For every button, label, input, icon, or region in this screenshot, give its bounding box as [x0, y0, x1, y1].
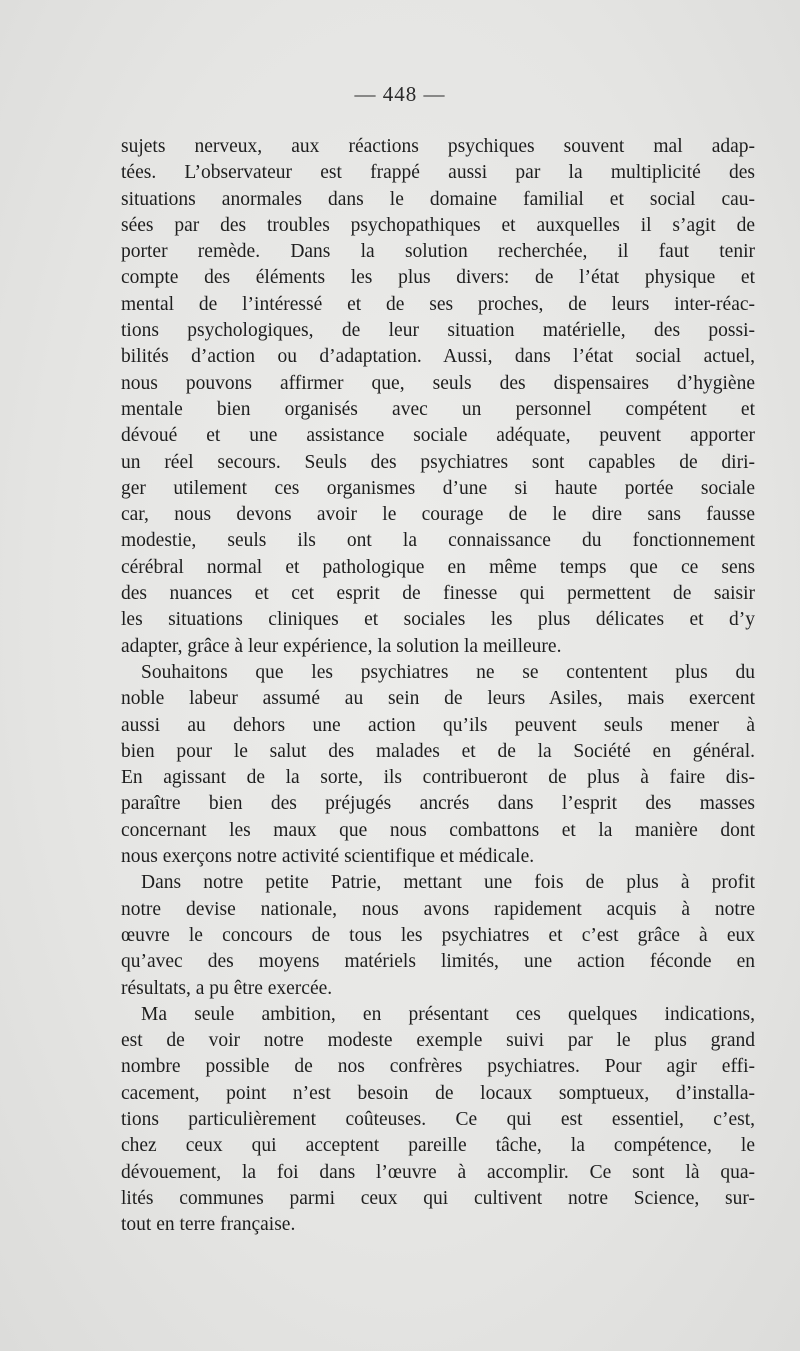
text-line: paraître bien des préjugés ancrés dans l’esprit des masses: [121, 793, 755, 815]
text-line: tées. L’observateur est frappé aussi par la multiplicité des: [121, 162, 755, 184]
text-line: cérébral normal et pathologique en même temps que ce sens: [121, 556, 755, 578]
body-text: [121, 134, 755, 1238]
text-line: aussi au dehors une action qu’ils peuvent seuls mener à: [121, 714, 755, 736]
text-line: est de voir notre modeste exemple suivi par le plus grand: [121, 1030, 755, 1052]
text-line: concernant les maux que nous combattons et la manière dont: [121, 819, 755, 841]
page-number: — 448 —: [354, 82, 446, 106]
text-line: adapter, grâce à leur expérience, la solution la meilleure.: [121, 635, 562, 657]
text-line: bien pour le salut des malades et de la Société en général.: [121, 740, 755, 762]
text-line: un réel secours. Seuls des psychiatres sont capables de diri-: [121, 451, 755, 473]
text-line: car, nous devons avoir le courage de le dire sans fausse: [121, 504, 755, 526]
text-line: Ma seule ambition, en présentant ces quelques indications,: [141, 1003, 755, 1025]
text-line: ger utilement ces organismes d’une si haute portée sociale: [121, 477, 755, 499]
text-line: nous exerçons notre activité scientifique et médicale.: [121, 846, 535, 868]
text-line: qu’avec des moyens matériels limités, une action féconde en: [121, 951, 755, 973]
text-line: œuvre le concours de tous les psychiatres et c’est grâce à eux: [121, 924, 755, 946]
text-line: bilités d’action ou d’adaptation. Aussi, dans l’état social actuel,: [121, 346, 755, 368]
text-line: mental de l’intéressé et de ses proches, de leurs inter-réac-: [121, 293, 755, 315]
text-line: chez ceux qui acceptent pareille tâche, la compétence, le: [121, 1135, 755, 1157]
text-line: tions psychologiques, de leur situation matérielle, des possi-: [121, 320, 755, 342]
text-line: cacement, point n’est besoin de locaux somptueux, d’installa-: [121, 1082, 755, 1104]
text-line: des nuances et cet esprit de finesse qui permettent de saisir: [121, 583, 755, 605]
text-line: lités communes parmi ceux qui cultivent notre Science, sur-: [121, 1187, 755, 1209]
text-line: notre devise nationale, nous avons rapidement acquis à notre: [121, 898, 755, 920]
text-line: En agissant de la sorte, ils contribueront de plus à faire dis-: [121, 767, 755, 789]
text-line: sées par des troubles psychopathiques et auxquelles il s’agit de: [121, 214, 755, 236]
text-line: dévoué et une assistance sociale adéquate, peuvent apporter: [121, 425, 755, 447]
text-line: sujets nerveux, aux réactions psychiques souvent mal adap-: [121, 136, 755, 157]
text-line: nous pouvons affirmer que, seuls des dispensaires d’hygiène: [121, 372, 755, 394]
text-line: dévouement, la foi dans l’œuvre à accomplir. Ce sont là qua-: [121, 1161, 755, 1183]
text-line: Souhaitons que les psychiatres ne se contentent plus du: [141, 661, 755, 683]
text-line: nombre possible de nos confrères psychiatres. Pour agir effi-: [121, 1056, 755, 1078]
text-line: les situations cliniques et sociales les plus délicates et d’y: [121, 609, 755, 631]
text-line: tout en terre française.: [121, 1214, 296, 1236]
text-line: tions particulièrement coûteuses. Ce qui est essentiel, c’est,: [121, 1108, 755, 1130]
text-line: noble labeur assumé au sein de leurs Asiles, mais exercent: [121, 688, 755, 710]
text-line: situations anormales dans le domaine familial et social cau-: [121, 188, 755, 210]
text-line: Dans notre petite Patrie, mettant une fois de plus à profit: [141, 872, 755, 894]
text-line: modestie, seuls ils ont la connaissance du fonctionnement: [121, 530, 755, 552]
text-line: compte des éléments les plus divers: de l’état physique et: [121, 267, 755, 289]
text-line: porter remède. Dans la solution recherchée, il faut tenir: [121, 241, 755, 263]
text-line: mentale bien organisés avec un personnel compétent et: [121, 398, 755, 420]
text-line: résultats, a pu être exercée.: [121, 977, 333, 999]
